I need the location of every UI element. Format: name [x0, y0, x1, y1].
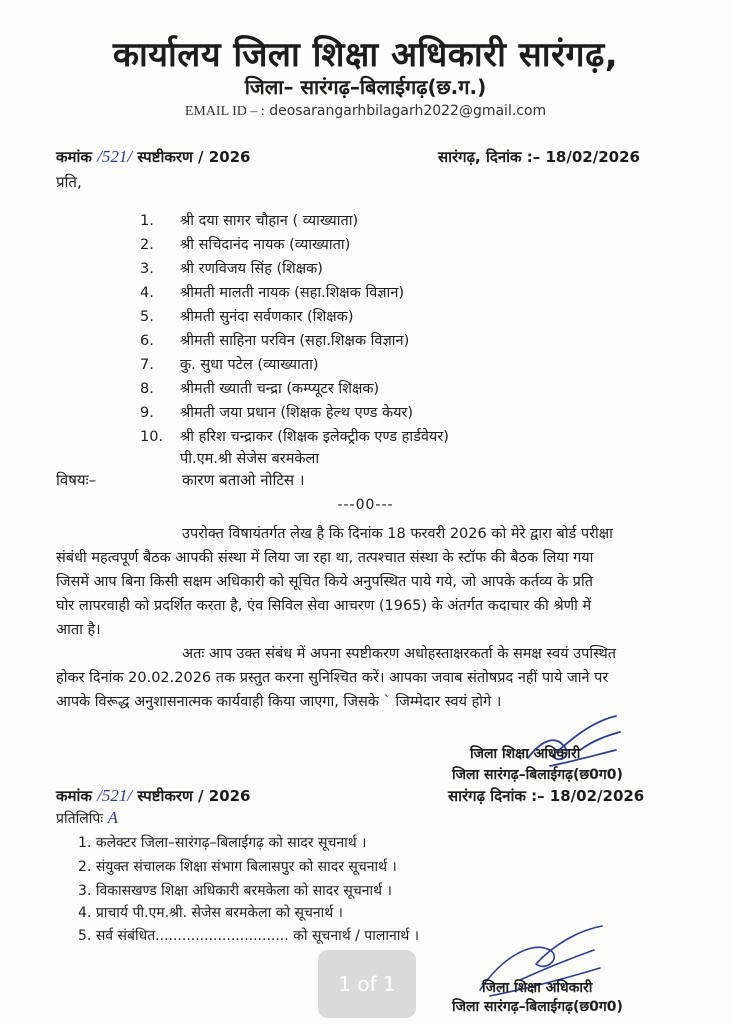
- copy-item: 4. प्राचार्य पी.एम.श्री. सेजेस बरमकेला को सूचनार्थ ।: [78, 905, 343, 921]
- recipient-item: 1. श्री दया सागर चौहान ( व्याख्याता): [140, 213, 359, 229]
- district-line: जिला– सारंगढ़–बिलाईगढ़(छ.ग.): [244, 75, 487, 99]
- body-line: उपरोक्त विषायंतर्गत लेख है कि दिनांक 18 फरवरी 2026 को मेरे द्वारा बोर्ड परीक्षा: [182, 526, 613, 542]
- body-line: संबंधी महत्वपूर्ण बैठक आपकी संस्था में लिया जा रहा था, तत्पश्चात संस्था के स्टॉफ की बैठक लिया गया: [56, 550, 594, 566]
- page-indicator: 1 of 1: [318, 950, 416, 1018]
- office-title: कार्यालय जिला शिक्षा अधिकारी सारंगढ़,: [112, 35, 619, 75]
- copy-reference-number: [56, 786, 251, 806]
- copy-reference-prefix: कमांक: [56, 787, 92, 805]
- recipient-item: 2. श्री सचिदानंद नायक (व्याख्याता): [140, 237, 351, 253]
- reference-number: [56, 147, 251, 167]
- place-date: सारंगढ़, दिनांक :– 18/02/2026: [438, 148, 640, 166]
- body-line: होकर दिनांक 20.02.2026 तक प्रस्तुत करना सुनिश्चित करें। आपका जवाब संतोषप्रद नहीं पाये जाने पर: [56, 670, 609, 686]
- copy-item: 2. संयुक्त संचालक शिक्षा संभाग बिलासपुर को सादर सूचनार्थ ।: [78, 859, 397, 875]
- body-line: आपके विरूद्ध अनुशासनात्मक कार्यवाही किया जाएगा, जिसके ` जिम्मेदार स्वयं होगे ।: [56, 694, 502, 710]
- recipient-item: 10. श्री हरिश चन्द्राकर (शिक्षक इलेक्ट्रीक एण्ड हार्डवेयर): [140, 429, 449, 445]
- signature-district-1: जिला सारंगढ़–बिलाईगढ़(छ0ग0): [452, 767, 623, 783]
- email-address: deosarangarhbilagarh2022@gmail.com: [269, 103, 547, 119]
- recipient-item: 9. श्रीमती जया प्रधान (शिक्षक हेल्थ एण्ड केयर): [140, 405, 414, 421]
- signature-scribble-1: [520, 712, 630, 772]
- copy-reference-suffix: स्पष्टीकरण / 2026: [137, 787, 251, 805]
- recipient-item: 6. श्रीमती साहिना परविन (सहा.शिक्षक विज्ञान): [140, 333, 410, 349]
- recipient-item: 8. श्रीमती ख्याती चन्द्रा (कम्प्यूटर शिक्षक): [140, 381, 380, 397]
- handwritten-number: /521/: [97, 147, 133, 166]
- to-label: प्रति,: [56, 173, 82, 191]
- email-line: [0, 103, 731, 120]
- body-line: जिसमें आप बिना किसी सक्षम अधिकारी को सूचित किये अनुपस्थित पाये गये, जो आपके कर्तव्य के प्रति: [56, 574, 593, 590]
- copy-item: 1. कलेक्टर जिला–सारंगढ़–बिलाईगढ़ को सादर सूचनार्थ ।: [78, 835, 367, 851]
- copy-handwritten-mark: A: [107, 808, 118, 827]
- recipient-item: 5. श्रीमती सुनंदा सर्वणकार (शिक्षक): [140, 309, 354, 325]
- recipient-item: 3. श्री रणविजय सिंह (शिक्षक): [140, 261, 323, 277]
- recipient-item: 7. कु. सुधा पटेल (व्याख्याता): [140, 357, 319, 373]
- copy-label: प्रतिलिपिः: [56, 811, 104, 827]
- copy-item: 3. विकासखण्ड शिक्षा अधिकारी बरमकेला को सादर सूचनार्थ ।: [78, 883, 392, 899]
- reference-suffix: स्पष्टीकरण / 2026: [137, 148, 251, 166]
- recipient-item: 4. श्रीमती मालती नायक (सहा.शिक्षक विज्ञान): [140, 285, 405, 301]
- signature-title-2: जिला शिक्षा अधिकारी: [482, 980, 593, 996]
- separator: ---00---: [337, 497, 394, 513]
- copy-item: 5. सर्व संबंधित.............................. को सूचनार्थ / पालानार्थ ।: [78, 928, 420, 944]
- signature-title-1: जिला शिक्षा अधिकारी: [470, 746, 581, 762]
- school-name: पी.एम.श्री सेजेस बरमकेला: [180, 451, 320, 467]
- subject-text: कारण बताओ नोटिस ।: [182, 471, 305, 489]
- email-label: EMAIL ID – :: [184, 104, 265, 119]
- subject-label: विषयः–: [56, 471, 97, 489]
- body-line: आता है।: [56, 622, 101, 638]
- body-line: घोर लापरवाही को प्रदर्शित करता है, एंव सिविल सेवा आचरण (1965) के अंतर्गत कदाचार की श्रेणी में: [56, 598, 592, 614]
- copy-place-date: सारंगढ़ दिनांक :– 18/02/2026: [448, 787, 645, 805]
- body-line: अतः आप उक्त संबंध में अपना स्पष्टीकरण अधोहस्ताक्षरकर्ता के समक्ष स्वयं उपस्थित: [182, 646, 616, 662]
- copy-label-line: [56, 808, 118, 828]
- signature-district-2: जिला सारंगढ़–बिलाईगढ़(छ0ग0): [452, 999, 623, 1015]
- reference-prefix: कमांक: [56, 148, 92, 166]
- copy-handwritten-number: /521/: [97, 786, 133, 805]
